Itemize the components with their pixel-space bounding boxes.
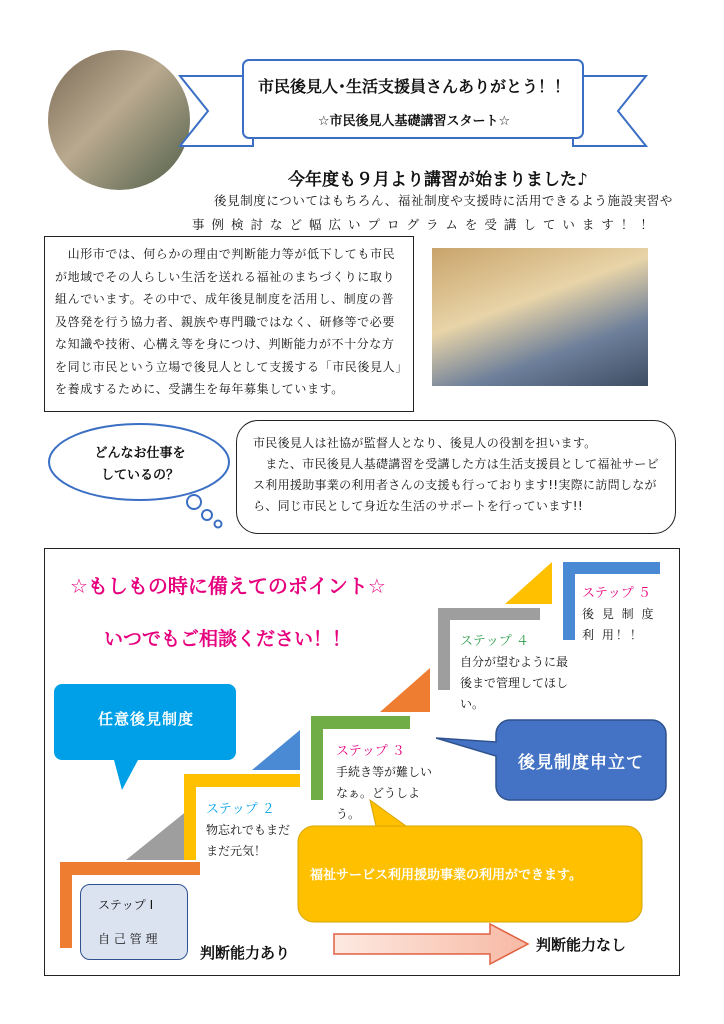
step2-label: ステップ ２	[206, 802, 275, 817]
step5-label: ステップ ５	[582, 586, 651, 601]
role-line-1: 市民後見人は社協が監督人となり、後見人の役割を担います。	[253, 436, 597, 450]
step3-text: 手続き等が難しいなぁ。どうしよう。	[336, 765, 433, 821]
intro-text: 山形市では、何らかの理由で判断能力等が低下しても市民が地域でその人らしい生活を送れる福祉のまちづくりに取り組んでいます。その中で、成年後見制度を活用し、制度の普及啓発を行う協力者、親族や専門職ではなく、研修等で必要な知識や技術、心構え等を身につけ、判断能力が不十分な方を同じ市民という立場で後見人として支援する「市民後見人」を養成するために、受講生を毎年募集しています。	[55, 247, 402, 396]
ability-no: 判断能力なし	[536, 936, 627, 954]
step3-label: ステップ ３	[336, 744, 405, 759]
nini-label: 任意後見制度	[97, 710, 194, 728]
step4-label: ステップ ４	[460, 634, 529, 649]
step2-text: 物忘れでもまだまだ元気！	[206, 823, 291, 858]
bubble-line-1: どんなお仕事を	[94, 446, 186, 461]
banner-subtitle: ☆市民後見人基礎講習スタート☆	[317, 114, 511, 129]
banner-title: 市民後見人･生活支援員さんありがとう！！	[257, 77, 570, 96]
bubble-line-2: しているの？	[100, 468, 179, 483]
section-line-2: 事例検討など幅広いプログラムを受講しています！！	[192, 217, 660, 232]
step1-label: ステップ Ⅰ	[98, 898, 154, 912]
step4-text: 自分が望むように最後まで管理してほしい。	[460, 655, 569, 711]
nini-callout	[52, 682, 242, 794]
fukushi-label: 福祉サービス利用援助事業の利用ができます。	[310, 868, 582, 883]
role-line-2: また、市民後見人基礎講習を受講した方は生活支援員として福祉サービス利用援助事業の利用者さんの支援も行っております!!実際に訪問しながら、同じ市民として身近な生活のサポートを行っています!!	[253, 457, 659, 513]
points-subtitle: いつでもご相談ください！！	[104, 628, 352, 650]
points-title: ☆もしもの時に備えてのポイント☆	[70, 574, 386, 598]
step5-text: 後 見 制 度 利 用！！	[582, 607, 656, 642]
ability-yes: 判断能力あり	[200, 944, 291, 962]
step1-text: 自 己 管 理	[98, 932, 158, 946]
moushitate-label: 後見制度申立て	[518, 753, 644, 773]
section-line-1: 後見制度についてはもちろん、福祉制度や支援時に活用できるよう施設実習や	[214, 193, 674, 208]
section-heading: 今年度も９月より講習が始まりました♪	[288, 170, 588, 190]
